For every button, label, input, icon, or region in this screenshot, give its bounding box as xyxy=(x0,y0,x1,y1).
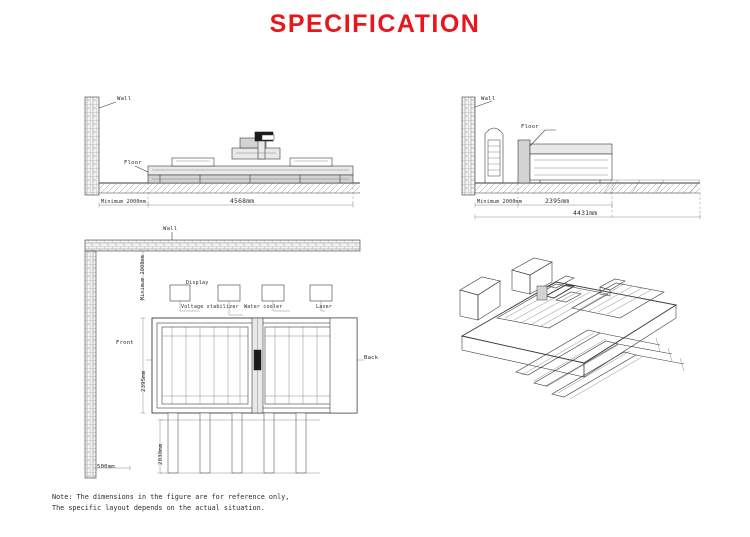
isometric-view-geometry xyxy=(460,258,684,399)
note-line-1: Note: The dimensions in the figure are for reference only, xyxy=(52,493,290,501)
label-back: Back xyxy=(364,355,379,361)
dim-depth-2: 2030mm xyxy=(158,443,164,465)
label-water-cooler: Water cooler xyxy=(244,304,283,310)
dim-overall-width: 4431mm xyxy=(573,209,598,217)
label-wall-plan: Wall xyxy=(163,226,178,232)
label-laser: Laser xyxy=(316,304,333,310)
label-floor-front-elevation: Floor xyxy=(124,160,142,166)
dim-min-clearance-side: Minimum 2000mm xyxy=(477,199,522,205)
plan-view-geometry xyxy=(85,232,364,478)
label-display: Display xyxy=(186,280,209,286)
dim-overall-length: 4568mm xyxy=(230,197,255,205)
note-line-2: The specific layout depends on the actual situation. xyxy=(52,504,265,512)
dim-machine-width: 2395mm xyxy=(545,197,570,205)
label-voltage-stabilizer: Voltage stabilizer xyxy=(181,304,239,310)
dim-offset: 500mm xyxy=(97,464,115,470)
dim-depth-1: 2395mm xyxy=(141,370,147,392)
dim-clearance-plan: Minimum 2000mm xyxy=(140,255,146,300)
front-elevation-geometry xyxy=(85,97,360,208)
label-front: Front xyxy=(116,340,134,346)
label-floor-side-elevation: Floor xyxy=(521,124,539,130)
label-wall-side-elevation: Wall xyxy=(481,96,496,102)
label-wall-front-elevation: Wall xyxy=(117,96,132,102)
page-title: SPECIFICATION xyxy=(269,10,481,38)
dim-min-clearance-front: Minimum 2000mm xyxy=(101,199,146,205)
note-block xyxy=(52,492,289,514)
